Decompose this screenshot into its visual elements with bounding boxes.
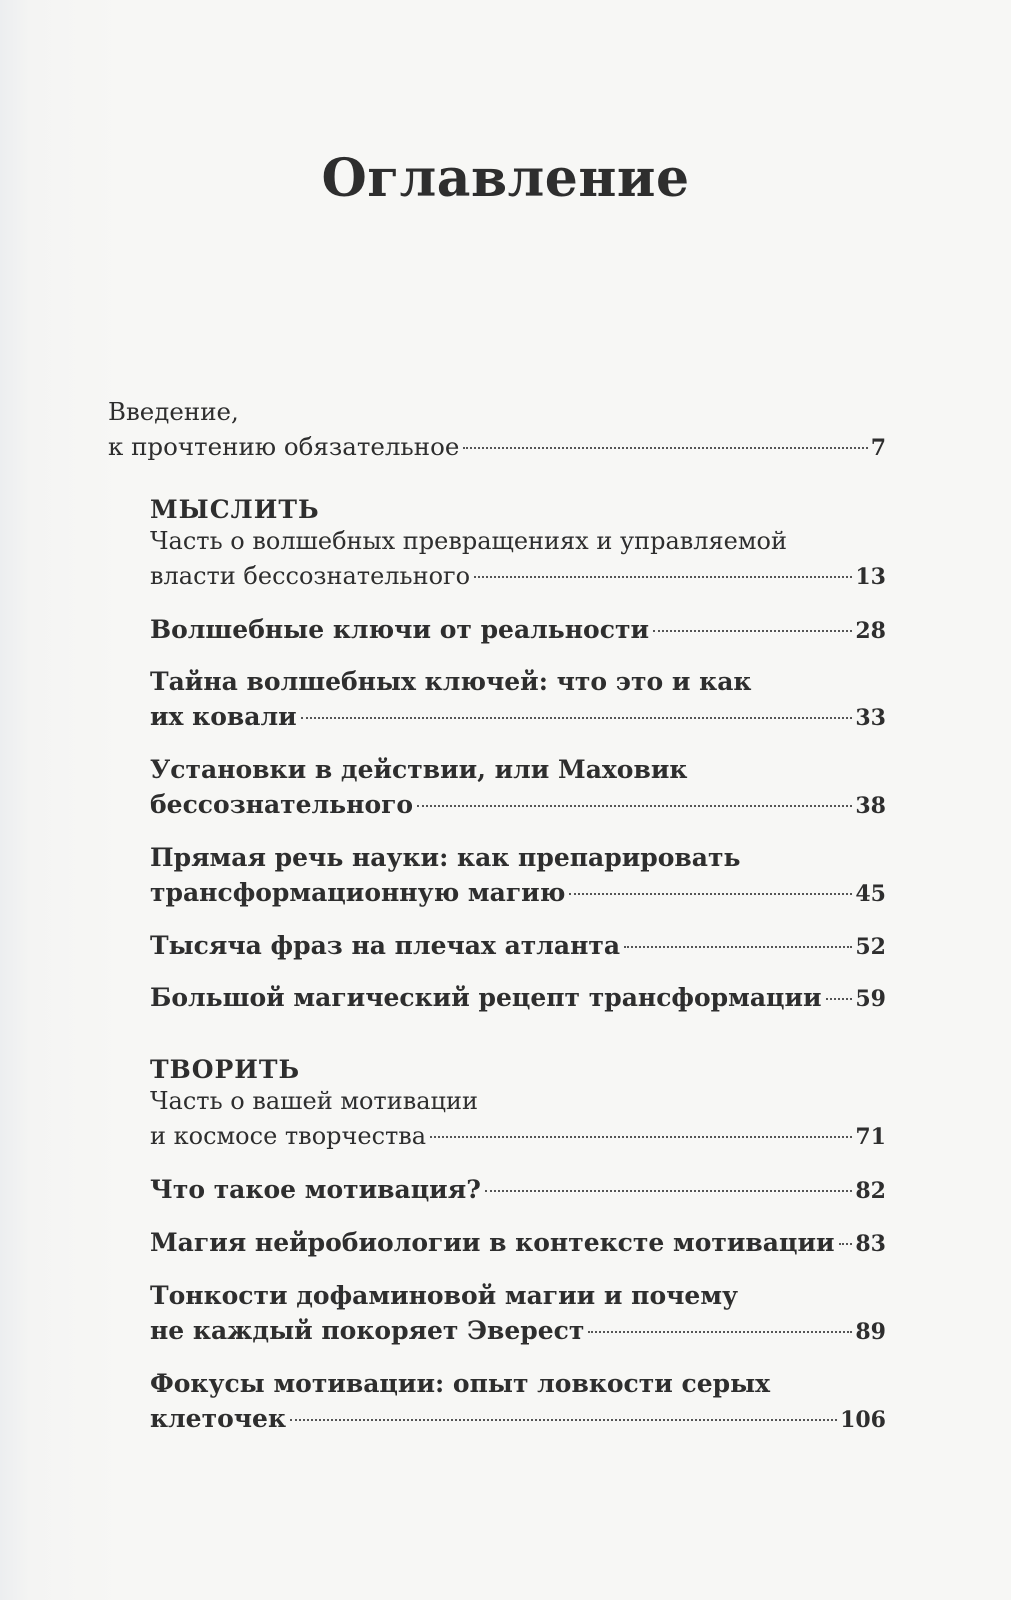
page-number: 89	[855, 1319, 886, 1345]
toc-entry-chapter[interactable]	[150, 840, 886, 912]
toc-entry-part2[interactable]	[150, 1084, 886, 1155]
toc-entry-line: Установки в действии, или Маховик	[150, 755, 688, 784]
toc-entry-line: Часть о вашей мотивации	[150, 1087, 478, 1115]
dot-leader	[430, 1136, 852, 1138]
toc-entry-chapter[interactable]	[150, 664, 886, 736]
page-number: 33	[855, 705, 886, 731]
page-number: 7	[870, 435, 886, 461]
dot-leader	[839, 1243, 853, 1245]
toc-entry-line: не каждый покоряет Эверест	[150, 1316, 585, 1345]
toc-entry-line: и космосе творчества	[150, 1122, 427, 1150]
toc-entry-line: власти бессознательного	[150, 562, 471, 590]
toc-entry-line: Фокусы мотивации: опыт ловкости серых	[150, 1369, 771, 1398]
toc-entry-chapter[interactable]	[150, 752, 886, 824]
toc-entry-chapter[interactable]	[150, 980, 886, 1017]
toc-entry-line: Прямая речь науки: как препарировать	[150, 843, 741, 872]
page-number: 82	[855, 1178, 886, 1204]
toc-entry-chapter[interactable]	[150, 1225, 886, 1262]
toc-entry-line: Тысяча фраз на плечах атланта	[150, 931, 621, 960]
toc-entry-line: бессознательного	[150, 790, 414, 819]
dot-leader	[301, 717, 853, 719]
dot-leader	[569, 893, 852, 895]
page-number: 71	[855, 1124, 886, 1150]
page-number: 106	[840, 1407, 886, 1433]
dot-leader	[463, 447, 867, 449]
toc-entry-line: клеточек	[150, 1404, 287, 1433]
toc-entry-line: Что такое мотивация?	[150, 1175, 481, 1204]
page-number: 59	[855, 986, 886, 1012]
toc-entry-part1[interactable]	[150, 524, 886, 595]
page-number: 28	[855, 618, 886, 644]
toc-entry-line: Магия нейробиологии в контексте мотивации	[150, 1228, 835, 1257]
toc-entry-line: Тайна волшебных ключей: что это и как	[150, 667, 752, 696]
toc-entry-line: Введение,	[108, 397, 239, 426]
page-number: 45	[855, 881, 886, 907]
toc-entry-line: трансформационную магию	[150, 878, 566, 907]
toc-entry-line: Часть о волшебных превращениях и управляемой	[150, 527, 787, 555]
dot-leader	[588, 1331, 852, 1333]
dot-leader	[474, 576, 852, 578]
toc-entry-line: Тонкости дофаминовой магии и почему	[150, 1281, 739, 1310]
page-title: Оглавление	[321, 148, 690, 209]
dot-leader	[624, 946, 852, 948]
dot-leader	[653, 630, 852, 632]
toc-entry-chapter[interactable]	[150, 928, 886, 965]
part-heading-create: ТВОРИТЬ	[150, 1055, 301, 1084]
toc-entry-line: Большой магический рецепт трансформации	[150, 983, 822, 1012]
toc-entry-line: их ковали	[150, 702, 297, 731]
dot-leader	[485, 1190, 853, 1192]
dot-leader	[290, 1419, 837, 1421]
dot-leader	[417, 805, 852, 807]
toc-entry-line: к прочтению обязательное	[108, 432, 460, 461]
part-heading-think: МЫСЛИТЬ	[150, 495, 320, 524]
page-number: 83	[855, 1231, 886, 1257]
toc-entry-chapter[interactable]	[150, 1172, 886, 1209]
toc-entry-line: Волшебные ключи от реальности	[150, 615, 649, 644]
dot-leader	[826, 998, 853, 1000]
toc-entry-chapter[interactable]	[150, 1366, 886, 1438]
page-number: 13	[855, 564, 886, 590]
page-number: 38	[855, 793, 886, 819]
page-number: 52	[855, 934, 886, 960]
toc-entry-chapter[interactable]	[150, 612, 886, 649]
toc-entry-chapter[interactable]	[150, 1278, 886, 1350]
toc-entry-intro[interactable]	[108, 394, 886, 466]
